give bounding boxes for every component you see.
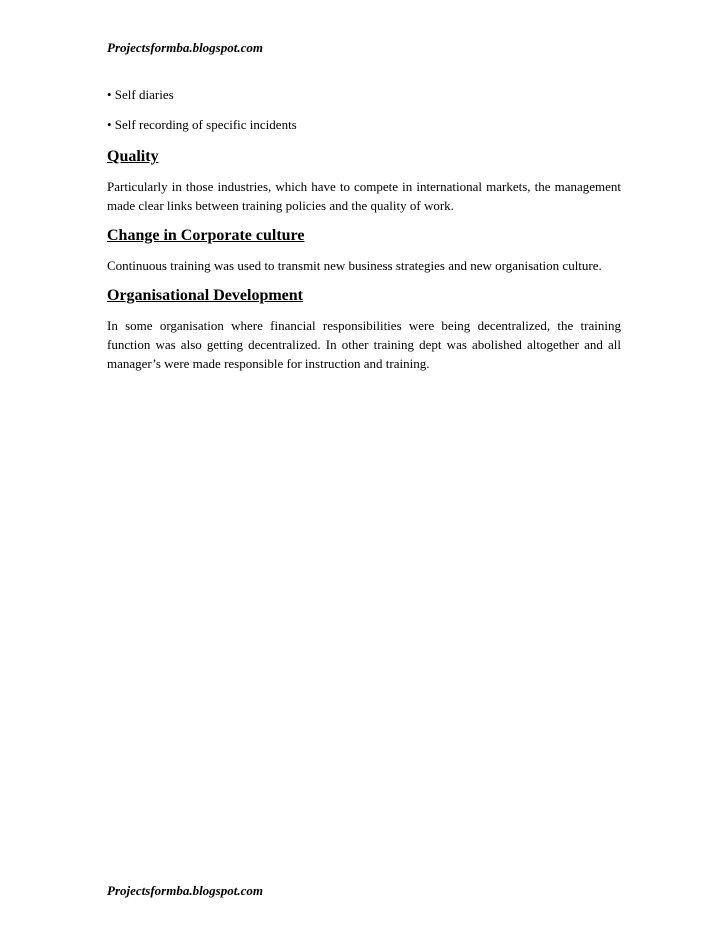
section-body-quality: Particularly in those industries, which have to compete in international markets, the management made clear links between training policies and the quality of work.	[107, 179, 621, 213]
bullet-item: • Self diaries	[107, 87, 174, 102]
section-heading-quality: Quality	[107, 148, 159, 165]
page-footer: Projectsformba.blogspot.com	[107, 883, 263, 898]
section-body-corporate-culture: Continuous training was used to transmit new business strategies and new organisation culture.	[107, 258, 602, 273]
section-body-organisational-development: In some organisation where financial responsibilities were being decentralized, the training function was also getting decentralized. In other training dept was abolished altogether and all manager’s were made responsible for instruction and training.	[107, 318, 621, 371]
section-heading-organisational-development: Organisational Development	[107, 287, 303, 304]
page-content	[107, 86, 621, 373]
section-heading-corporate-culture: Change in Corporate culture	[107, 227, 305, 244]
page-header: Projectsformba.blogspot.com	[107, 40, 263, 55]
bullet-item: • Self recording of specific incidents	[107, 117, 297, 132]
